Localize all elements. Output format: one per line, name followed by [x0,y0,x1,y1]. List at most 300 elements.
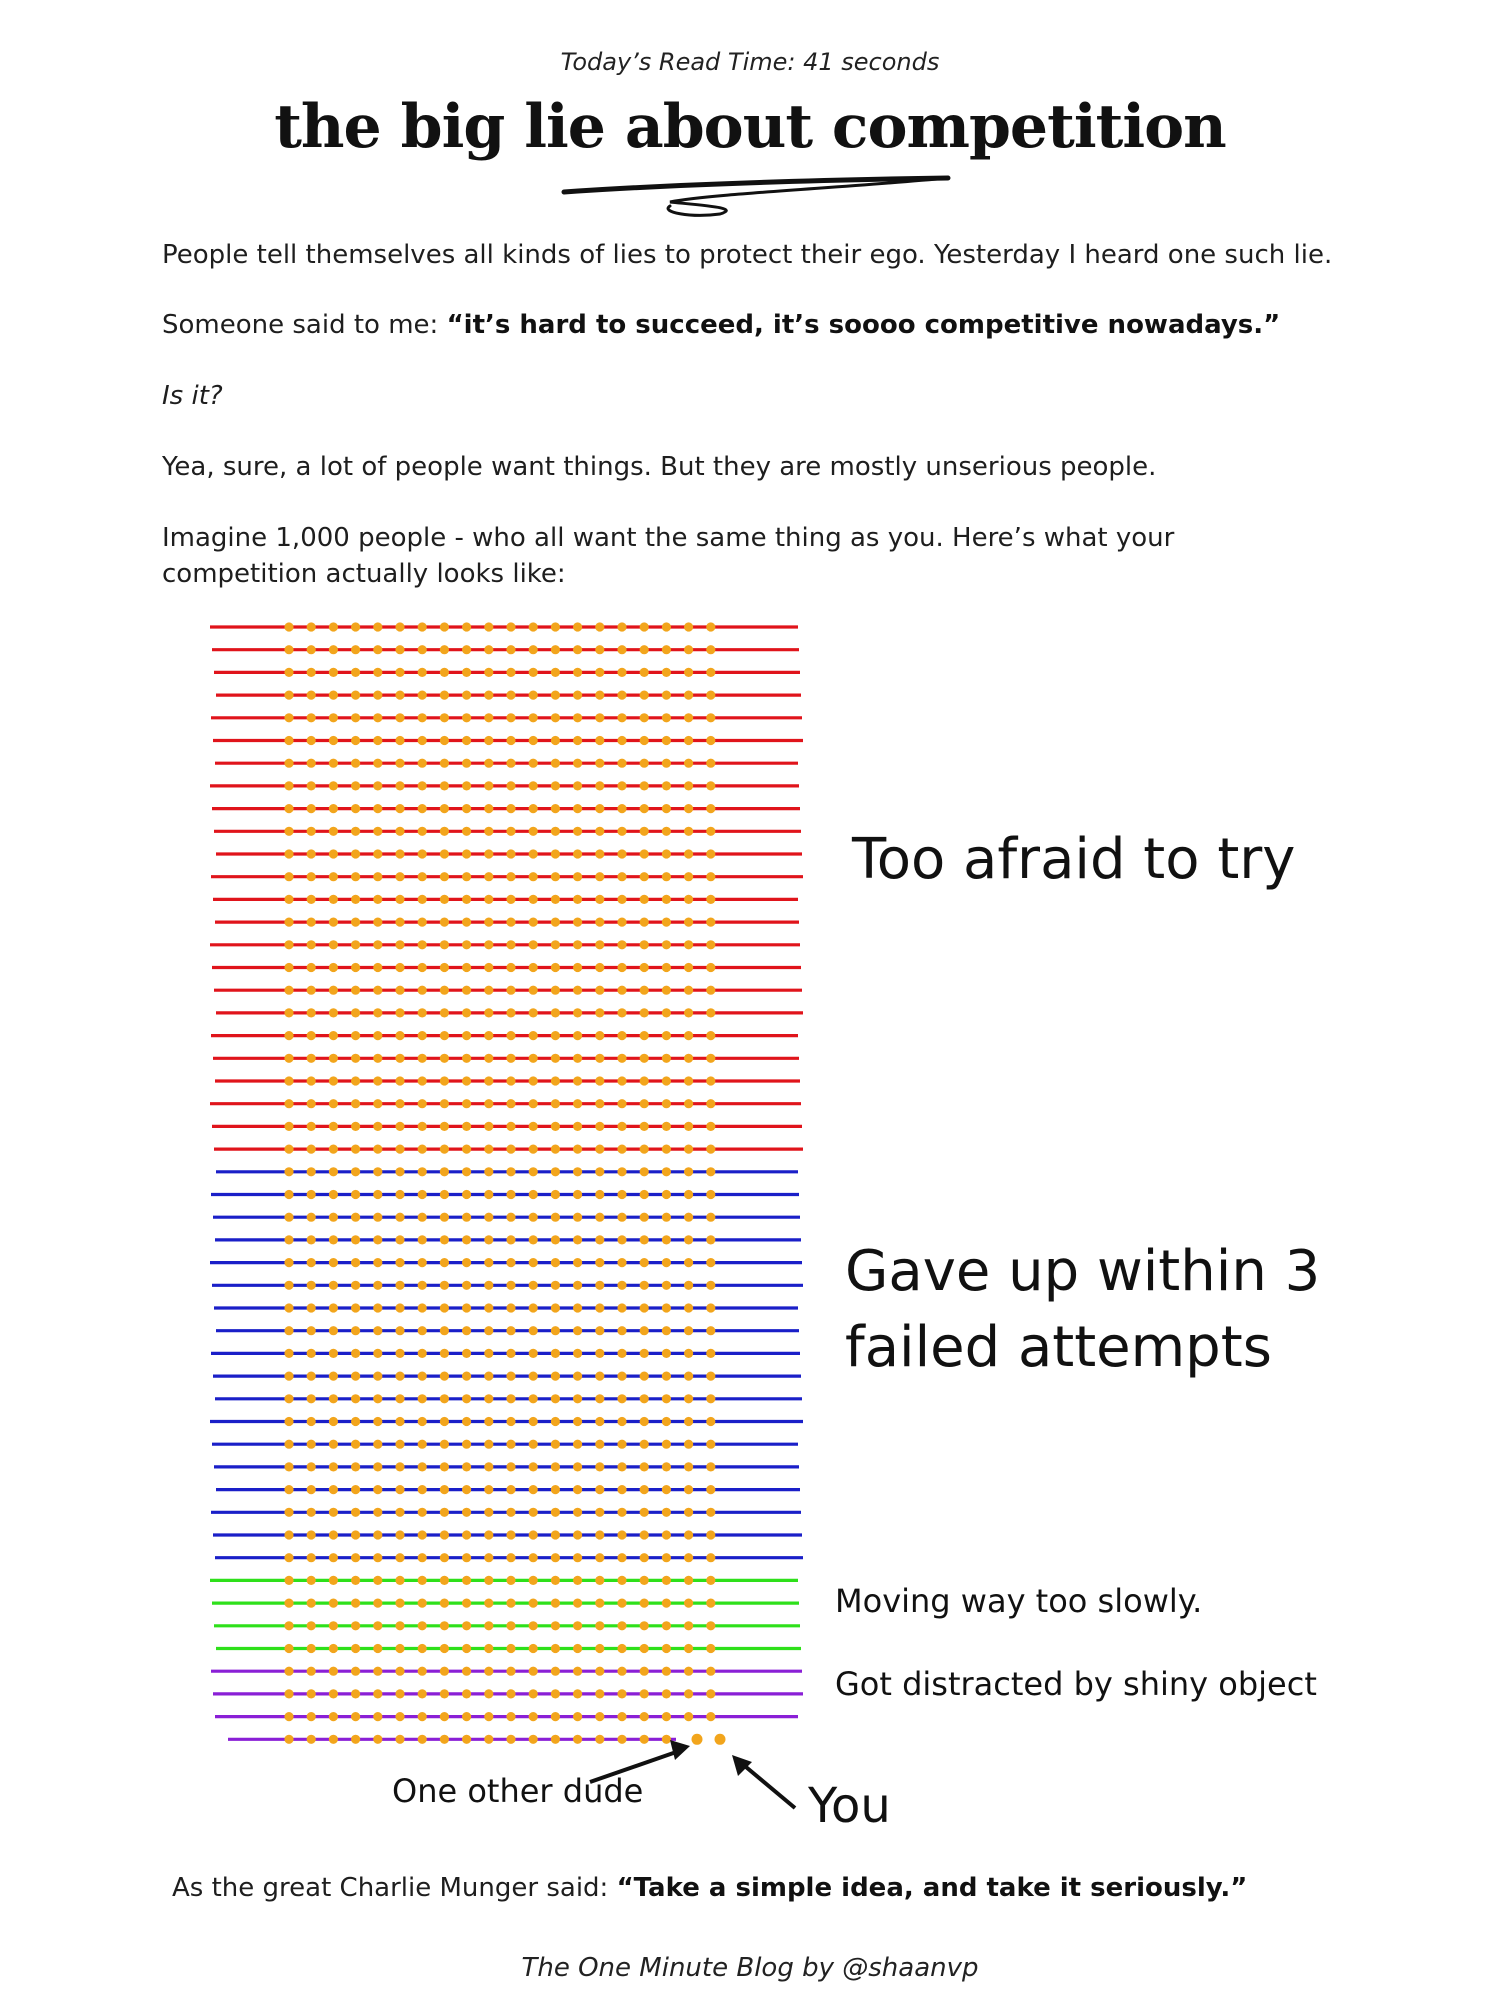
person-dot [418,1303,427,1312]
person-dot [617,759,626,768]
person-dot [529,1644,538,1653]
person-dot [484,668,493,677]
person-dot [595,1349,604,1358]
person-dot [284,1440,293,1449]
person-dot [662,1099,671,1108]
person-dot [640,1190,649,1199]
person-dot [484,759,493,768]
person-dot [551,1621,560,1630]
person-dot [440,1054,449,1063]
person-dot [395,872,404,881]
person-dot [484,1281,493,1290]
person-dot [506,1031,515,1040]
person-dot [440,1462,449,1471]
person-dot [506,1372,515,1381]
person-dot [662,1712,671,1721]
person-dot [329,622,338,631]
person-dot [395,1508,404,1517]
person-dot [573,1235,582,1244]
person-dot [462,963,471,972]
person-dot [595,1008,604,1017]
person-dot [706,1530,715,1539]
person-dot [418,1122,427,1131]
person-dot [284,1190,293,1199]
person-dot [395,1258,404,1267]
person-dot [395,645,404,654]
person-dot [418,1190,427,1199]
person-dot [595,1394,604,1403]
person-dot [395,1462,404,1471]
person-dot [706,1326,715,1335]
person-dot [373,1689,382,1698]
person-dot [684,1689,693,1698]
person-dot [640,1031,649,1040]
person-dot [462,759,471,768]
person-dot [529,1190,538,1199]
other-dude-dot [692,1734,703,1745]
person-dot [662,1644,671,1653]
person-dot [484,1621,493,1630]
person-dot [418,895,427,904]
person-dot [351,1530,360,1539]
person-dot [640,986,649,995]
person-dot [617,1621,626,1630]
person-dot [595,1213,604,1222]
person-dot [706,1576,715,1585]
person-dot [284,781,293,790]
person-dot [573,1372,582,1381]
person-dot [307,895,316,904]
person-dot [506,1235,515,1244]
person-dot [706,781,715,790]
person-dot [440,645,449,654]
person-dot [506,1576,515,1585]
person-dot [640,1508,649,1517]
person-dot [307,918,316,927]
person-dot [395,895,404,904]
person-dot [662,1394,671,1403]
person-dot [351,1462,360,1471]
person-dot [506,622,515,631]
person-dot [640,1462,649,1471]
person-dot [440,1167,449,1176]
person-dot [284,849,293,858]
person-dot [484,1440,493,1449]
person-dot [573,1485,582,1494]
person-dot [351,940,360,949]
person-dot [706,1213,715,1222]
person-dot [484,918,493,927]
person-dot [307,1349,316,1358]
person-dot [662,1031,671,1040]
person-dot [529,918,538,927]
person-dot [551,1190,560,1199]
person-dot [551,1553,560,1562]
person-dot [640,1394,649,1403]
person-dot [573,1258,582,1267]
person-dot [329,827,338,836]
person-dot [529,1054,538,1063]
person-dot [284,1099,293,1108]
person-dot [706,713,715,722]
person-dot [529,645,538,654]
person-dot [529,1235,538,1244]
person-dot [373,1190,382,1199]
person-dot [551,691,560,700]
person-dot [617,1349,626,1358]
person-dot [284,759,293,768]
person-dot [462,1326,471,1335]
person-dot [551,849,560,858]
person-dot [640,849,649,858]
person-dot [506,1508,515,1517]
person-dot [573,1530,582,1539]
person-dot [395,963,404,972]
person-dot [307,1644,316,1653]
person-dot [418,668,427,677]
person-dot [307,1417,316,1426]
person-dot [351,1008,360,1017]
person-dot [373,1054,382,1063]
person-dot [373,1417,382,1426]
person-dot [706,1076,715,1085]
person-dot [595,1054,604,1063]
person-dot [551,986,560,995]
person-dot [484,1530,493,1539]
person-dot [551,1599,560,1608]
person-dot [418,849,427,858]
person-dot [329,1145,338,1154]
person-dot [617,1394,626,1403]
person-dot [684,1372,693,1381]
person-dot [551,668,560,677]
person-dot [551,1054,560,1063]
person-dot [662,1530,671,1539]
person-dot [284,1553,293,1562]
person-dot [529,1712,538,1721]
person-dot [329,1621,338,1630]
person-dot [573,963,582,972]
person-dot [551,1576,560,1585]
person-dot [329,781,338,790]
person-dot [573,940,582,949]
person-dot [529,1031,538,1040]
person-dot [373,1258,382,1267]
person-dot [329,1258,338,1267]
person-dot [617,1576,626,1585]
person-dot [440,1235,449,1244]
person-dot [595,1599,604,1608]
person-dot [617,1667,626,1676]
person-dot [506,1122,515,1131]
person-dot [506,1689,515,1698]
person-dot [617,1712,626,1721]
person-dot [418,1735,427,1744]
person-dot [551,1735,560,1744]
person-dot [418,1417,427,1426]
person-dot [418,622,427,631]
person-dot [373,1008,382,1017]
person-dot [351,849,360,858]
person-dot [351,827,360,836]
person-dot [373,1122,382,1131]
person-dot [662,1689,671,1698]
person-dot [484,736,493,745]
person-dot [462,1054,471,1063]
person-dot [640,1145,649,1154]
person-dot [573,1326,582,1335]
person-dot [684,691,693,700]
person-dot [462,940,471,949]
person-dot [440,1440,449,1449]
person-dot [440,804,449,813]
person-dot [551,827,560,836]
person-dot [418,1008,427,1017]
person-dot [351,1122,360,1131]
person-dot [617,1167,626,1176]
person-dot [506,986,515,995]
person-dot [440,1213,449,1222]
person-dot [284,1326,293,1335]
person-dot [373,1031,382,1040]
person-dot [617,963,626,972]
person-dot [284,827,293,836]
person-dot [373,736,382,745]
person-dot [440,1258,449,1267]
person-dot [573,1122,582,1131]
person-dot [351,691,360,700]
person-dot [573,918,582,927]
person-dot [706,1008,715,1017]
person-dot [329,1031,338,1040]
person-dot [462,1394,471,1403]
person-dot [351,1258,360,1267]
person-dot [662,1145,671,1154]
person-dot [684,1644,693,1653]
person-dot [307,1508,316,1517]
person-dot [307,1031,316,1040]
person-dot [395,986,404,995]
person-dot [640,1440,649,1449]
person-dot [662,736,671,745]
person-dot [462,1008,471,1017]
person-dot [307,1258,316,1267]
person-dot [284,1281,293,1290]
person-dot [617,1326,626,1335]
person-dot [706,1394,715,1403]
person-dot [573,1281,582,1290]
person-dot [573,759,582,768]
person-dot [551,781,560,790]
arrowhead-you [732,1755,752,1776]
person-dot [373,1485,382,1494]
person-dot [551,1462,560,1471]
person-dot [684,963,693,972]
person-dot [529,1099,538,1108]
person-dot [617,872,626,881]
person-dot [595,622,604,631]
person-dot [418,1258,427,1267]
person-dot [684,1394,693,1403]
person-dot [506,713,515,722]
person-dot [462,1372,471,1381]
person-dot [329,668,338,677]
person-dot [484,1213,493,1222]
person-dot [440,895,449,904]
person-dot [484,804,493,813]
person-dot [418,1689,427,1698]
person-dot [640,1099,649,1108]
person-dot [640,1667,649,1676]
person-dot [440,1576,449,1585]
person-dot [617,622,626,631]
person-dot [529,1576,538,1585]
person-dot [684,1303,693,1312]
person-dot [573,1349,582,1358]
person-dot [351,1031,360,1040]
person-dot [595,1485,604,1494]
person-dot [529,827,538,836]
person-dot [706,1303,715,1312]
person-dot [395,691,404,700]
person-dot [351,1190,360,1199]
person-dot [484,1031,493,1040]
person-dot [307,1099,316,1108]
person-dot [573,1099,582,1108]
person-dot [662,1167,671,1176]
person-dot [573,1667,582,1676]
person-dot [373,1735,382,1744]
person-dot [684,781,693,790]
person-dot [373,827,382,836]
person-dot [573,622,582,631]
person-dot [462,1258,471,1267]
person-dot [706,1281,715,1290]
person-dot [573,1462,582,1471]
person-dot [662,759,671,768]
person-dot [706,1667,715,1676]
person-dot [329,1054,338,1063]
person-dot [595,804,604,813]
person-dot [284,1576,293,1585]
person-dot [662,645,671,654]
person-dot [351,1440,360,1449]
person-dot [329,1530,338,1539]
person-dot [506,872,515,881]
person-dot [373,668,382,677]
person-dot [329,1076,338,1085]
person-dot [506,781,515,790]
person-dot [307,781,316,790]
person-dot [595,1712,604,1721]
person-dot [595,827,604,836]
person-dot [484,1054,493,1063]
you-label: You [808,1778,891,1834]
person-dot [662,713,671,722]
person-dot [462,1689,471,1698]
person-dot [529,1417,538,1426]
person-dot [440,622,449,631]
person-dot [418,1394,427,1403]
person-dot [529,872,538,881]
person-dot [284,940,293,949]
person-dot [573,1394,582,1403]
person-dot [617,1440,626,1449]
person-dot [284,1235,293,1244]
person-dot [462,849,471,858]
person-dot [351,1054,360,1063]
person-dot [373,1621,382,1630]
person-dot [307,940,316,949]
person-dot [551,1303,560,1312]
person-dot [684,1417,693,1426]
person-dot [395,1213,404,1222]
other-dude-label: One other dude [392,1772,644,1810]
person-dot [640,759,649,768]
person-dot [484,1303,493,1312]
person-dot [440,1530,449,1539]
person-dot [329,1235,338,1244]
person-dot [329,1599,338,1608]
person-dot [506,1167,515,1176]
person-dot [484,1417,493,1426]
person-dot [662,1076,671,1085]
person-dot [307,1303,316,1312]
person-dot [284,1644,293,1653]
person-dot [395,1417,404,1426]
person-dot [329,872,338,881]
person-dot [351,1303,360,1312]
person-dot [551,895,560,904]
person-dot [506,1213,515,1222]
person-dot [529,1349,538,1358]
person-dot [640,713,649,722]
person-dot [395,759,404,768]
person-dot [640,1599,649,1608]
person-dot [573,827,582,836]
person-dot [617,1031,626,1040]
person-dot [418,1599,427,1608]
person-dot [484,1190,493,1199]
person-dot [684,1712,693,1721]
person-dot [307,1530,316,1539]
person-dot [640,691,649,700]
person-dot [484,872,493,881]
person-dot [418,713,427,722]
person-dot [418,1485,427,1494]
person-dot [551,1440,560,1449]
person-dot [307,759,316,768]
person-dot [418,1553,427,1562]
person-dot [684,1122,693,1131]
person-dot [551,872,560,881]
person-dot [684,1145,693,1154]
person-dot [373,1167,382,1176]
person-dot [551,1667,560,1676]
person-dot [484,1576,493,1585]
person-dot [662,1621,671,1630]
person-dot [617,1076,626,1085]
person-dot [440,1281,449,1290]
person-dot [307,713,316,722]
person-dot [617,1644,626,1653]
person-dot [484,1394,493,1403]
person-dot [351,1689,360,1698]
person-dot [351,872,360,881]
person-dot [440,1008,449,1017]
paragraph-imagine: Imagine 1,000 people - who all want the same thing as you. Here’s what your competition actually looks like: [162,523,1175,589]
person-dot [617,781,626,790]
